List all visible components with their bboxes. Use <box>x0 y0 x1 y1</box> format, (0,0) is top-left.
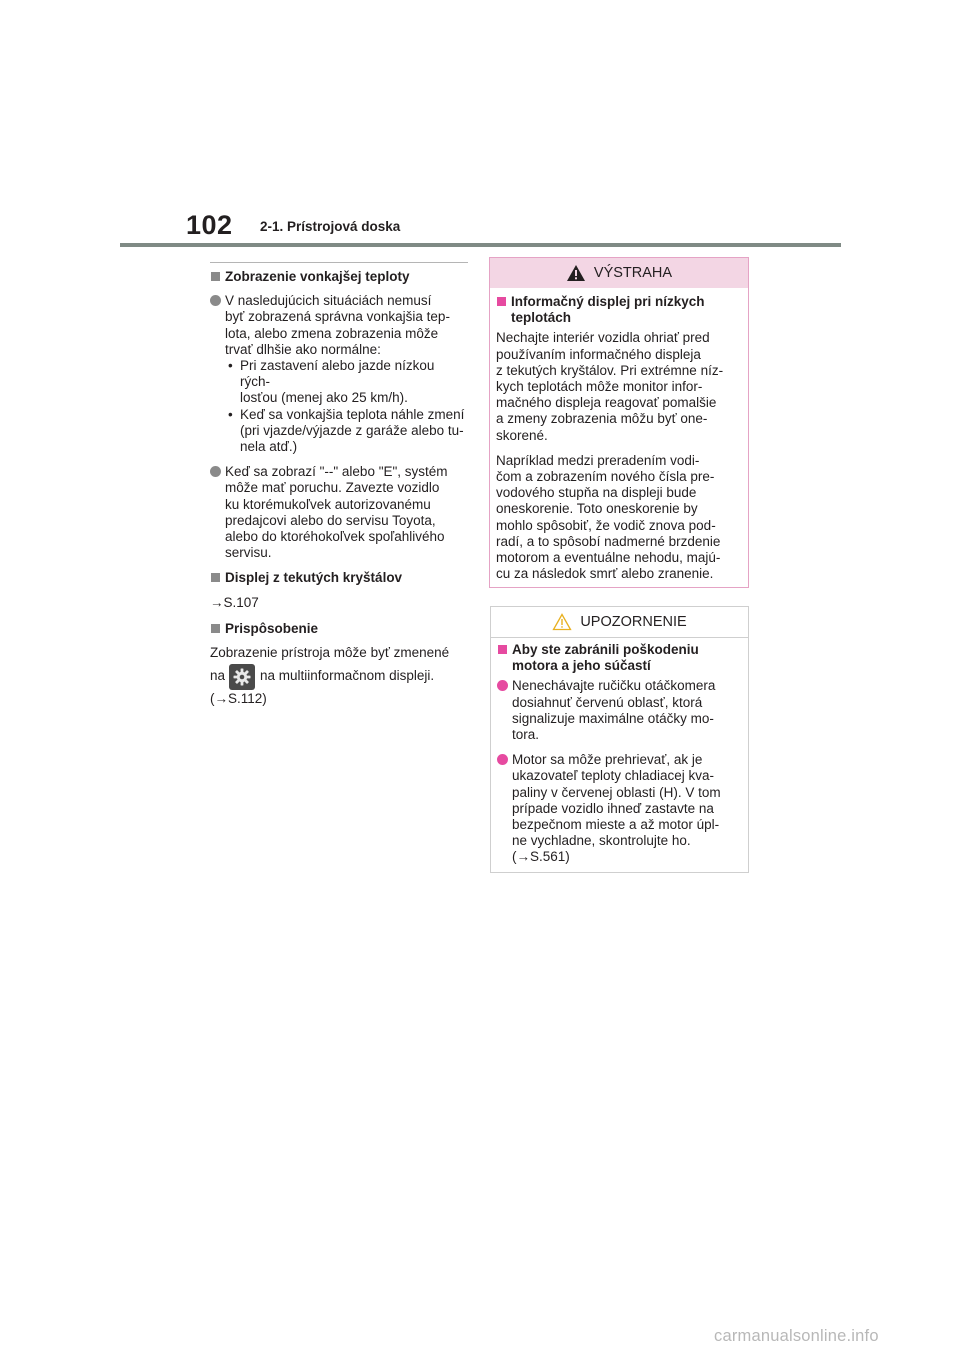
notice-body <box>491 638 748 866</box>
line: Aby ste zabránili poškodeniu <box>512 642 699 657</box>
paragraph-line-with-icon <box>210 661 468 691</box>
line: motora a jeho súčastí <box>512 658 651 674</box>
text-fragment: na multiinformačnom displeji. <box>260 668 435 684</box>
line: kych teplotách môže monitor infor- <box>496 379 703 395</box>
line: V nasledujúcich situáciách nemusí <box>225 293 432 309</box>
warning-paragraph <box>496 453 742 583</box>
line: byť zobrazená správna vonkajšia tep- <box>225 309 450 325</box>
line: cu za následok smrť alebo zranenie. <box>496 566 714 582</box>
line: bezpečnom mieste a až motor úpl- <box>512 817 720 833</box>
line: Nechajte interiér vozidla ohriať pred <box>496 330 710 346</box>
line: losťou (menej ako 25 km/h). <box>240 390 408 406</box>
circle-bullet-icon <box>497 680 508 691</box>
page-number: 102 <box>186 210 233 240</box>
warning-heading <box>496 294 742 326</box>
line: čom a zobrazením nového čísla pre- <box>496 469 715 485</box>
bullet-item <box>210 293 468 455</box>
square-bullet-icon <box>211 272 220 281</box>
circle-bullet-icon <box>210 466 221 477</box>
warning-title: VÝSTRAHA <box>593 265 673 281</box>
line: ne vychladne, skontrolujte ho. <box>512 833 691 849</box>
line: paliny v červenej oblasti (H). V tom <box>512 784 721 800</box>
line: oneskorenie. Toto oneskorenie by <box>496 501 698 517</box>
line: Nenechávajte ručičku otáčkomera <box>512 678 716 694</box>
notice-box <box>490 606 749 873</box>
heading-lcd <box>210 570 468 586</box>
caution-triangle-icon <box>552 613 572 631</box>
dot-mark: • <box>228 358 233 374</box>
page-reference-link[interactable]: →S.107 <box>210 594 259 610</box>
line: predajcovi alebo do servisu Toyota, <box>225 512 436 528</box>
heading-text: Displej z tekutých kryštálov <box>225 570 403 586</box>
line: ukazovateľ teploty chladiacej kva- <box>512 768 715 784</box>
square-bullet-icon <box>211 573 220 582</box>
warning-header <box>490 258 748 288</box>
square-bullet-icon <box>498 645 507 654</box>
line: z tekutých kryštálov. Pri extrémne níz- <box>496 362 724 378</box>
line: signalizuje maximálne otáčky mo- <box>512 710 714 726</box>
line: Pri zastavení alebo jazde nízkou rých- <box>240 358 435 390</box>
line: ku ktorémukoľvek autorizovanému <box>225 496 431 512</box>
line: lota, alebo zmena zobrazenia môže <box>225 325 439 341</box>
notice-title: UPOZORNENIE <box>580 614 687 630</box>
notice-header <box>491 607 748 638</box>
line: Keď sa zobrazí "--" alebo "E", systém <box>225 464 448 480</box>
circle-bullet-icon <box>497 754 508 765</box>
notice-bullet <box>497 752 742 865</box>
line: prípade vozidlo ihneď zastavte na <box>512 800 714 816</box>
text-fragment: na <box>210 668 226 684</box>
line: dosiahnuť červenú oblasť, ktorá <box>512 694 703 710</box>
paragraph-line: Zobrazenie prístroja môže byť zmenené <box>210 645 450 661</box>
line: a zmeny zobrazenia môžu byť one- <box>496 411 708 427</box>
heading-text: Prispôsobenie <box>225 620 319 636</box>
column-top-rule <box>210 262 468 263</box>
warning-box <box>489 257 749 588</box>
line: skorené. <box>496 427 548 443</box>
circle-bullet-icon <box>210 295 221 306</box>
square-bullet-icon <box>497 297 506 306</box>
page-reference-link[interactable]: (→S.112) <box>210 691 267 707</box>
line: (pri vjazde/výjazde z garáže alebo tu- <box>240 422 464 438</box>
header-rule <box>120 243 841 247</box>
page-reference-link[interactable]: (→S.561) <box>512 849 570 865</box>
warning-body <box>490 288 748 582</box>
sub-item <box>225 358 468 407</box>
heading-outside-temperature <box>210 269 468 285</box>
line: Informačný displej pri nízkych <box>511 294 705 309</box>
left-column <box>210 262 468 707</box>
dot-mark: • <box>228 406 233 422</box>
line: trvať dlhšie ako normálne: <box>225 341 381 357</box>
notice-heading <box>497 642 742 674</box>
line: vodového stupňa na displeji bude <box>496 485 697 501</box>
heading-text: Zobrazenie vonkajšej teploty <box>225 269 410 284</box>
line: radí, a to spôsobí nadmerné brzdenie <box>496 533 721 549</box>
heading-customization <box>210 621 468 637</box>
warning-triangle-icon <box>566 264 586 282</box>
warning-paragraph <box>496 330 742 443</box>
bullet-item <box>210 464 468 561</box>
gear-icon <box>229 664 255 690</box>
sub-item <box>225 407 468 456</box>
line: tora. <box>512 727 540 743</box>
section-title: 2-1. Prístrojová doska <box>260 219 401 234</box>
line: mačného displeja reagovať pomalšie <box>496 395 717 411</box>
watermark: carmanualsonline.info <box>714 1327 879 1345</box>
line: môže mať poruchu. Zavezte vozidlo <box>225 480 440 496</box>
line: Motor sa môže prehrievať, ak je <box>512 752 703 768</box>
line: Keď sa vonkajšia teplota náhle zmení <box>240 406 465 422</box>
line: Napríklad medzi preradením vodi- <box>496 452 700 468</box>
line: alebo do ktoréhokoľvek spoľahlivého <box>225 529 445 545</box>
line: motorom a eventuálne nehodu, majú- <box>496 550 721 566</box>
square-bullet-icon <box>211 624 220 633</box>
notice-bullet <box>497 678 742 743</box>
line: používaním informačného displeja <box>496 346 701 362</box>
line: nela atď.) <box>240 439 298 455</box>
line: teplotách <box>511 310 572 326</box>
line: mohlo spôsobiť, že vodič znova pod- <box>496 517 716 533</box>
line: servisu. <box>225 545 272 561</box>
